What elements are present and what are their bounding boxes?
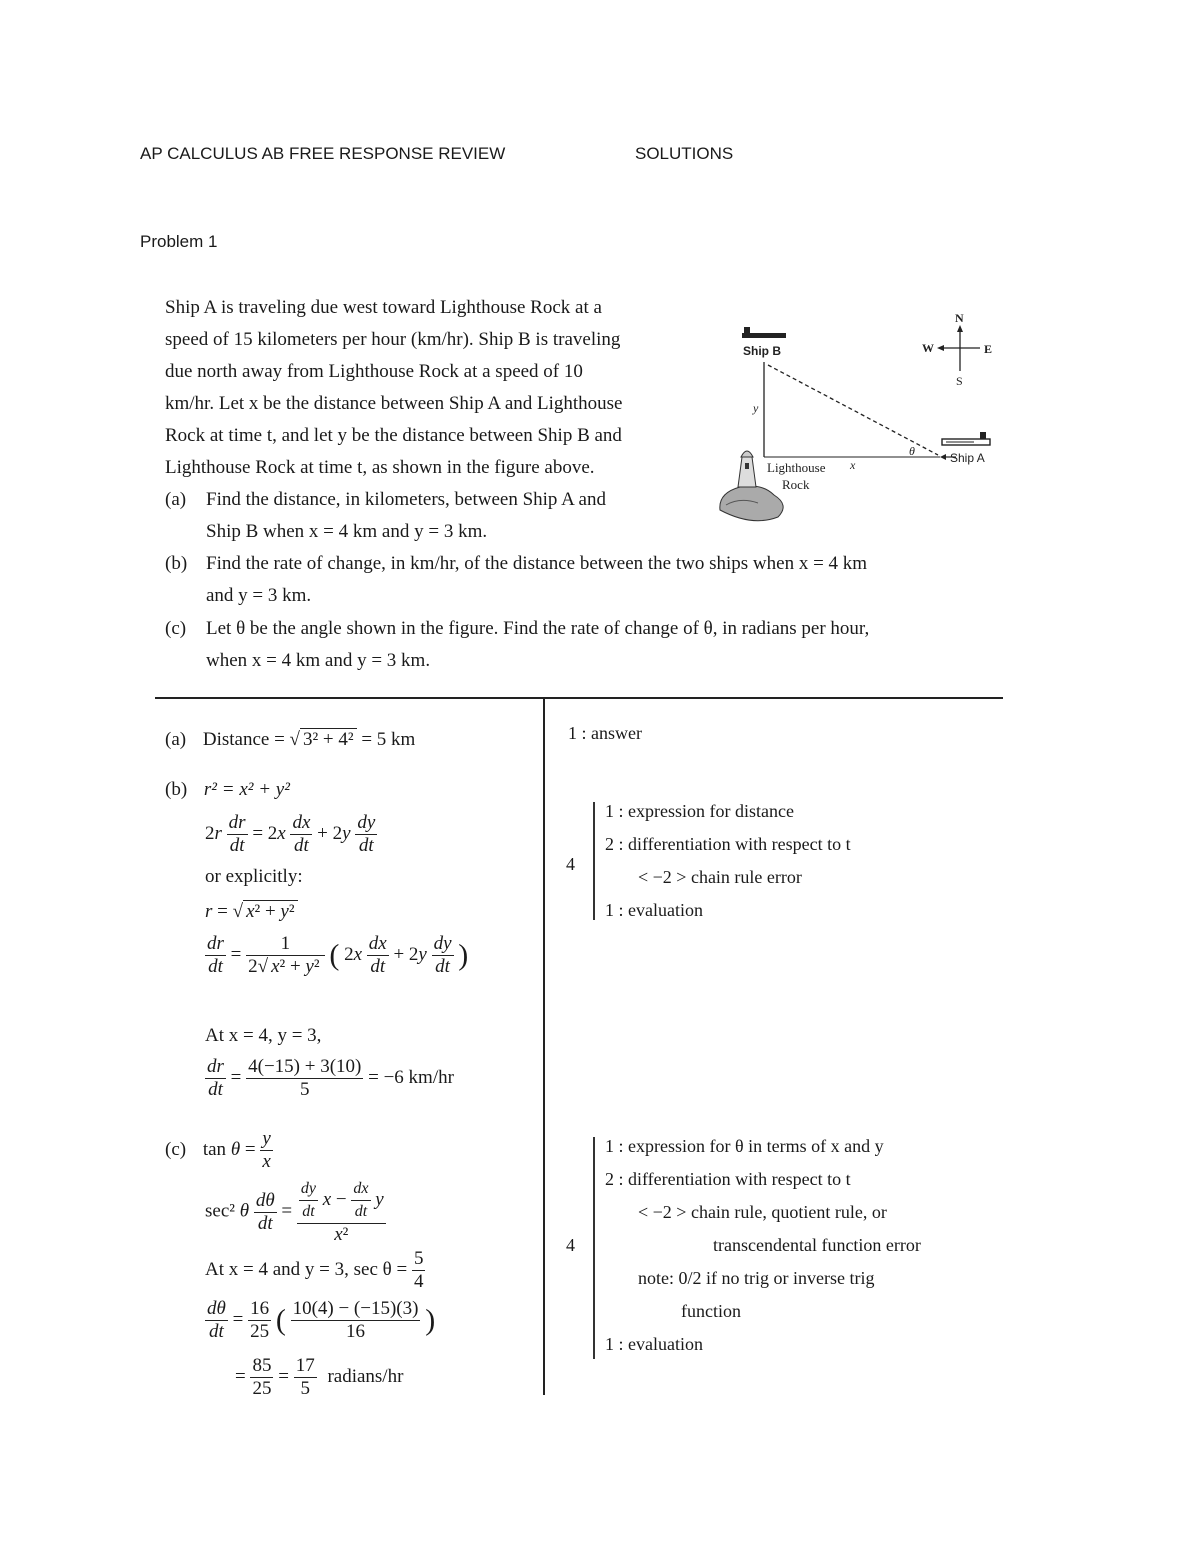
rubric-b-items bbox=[605, 795, 851, 927]
rubric-item: transcendental function error bbox=[713, 1235, 921, 1255]
rubric-item: 2 : differentiation with respect to t bbox=[605, 1169, 851, 1189]
rubric-item: < −2 > chain rule, quotient rule, or bbox=[638, 1202, 887, 1222]
coef-numerator: 16 bbox=[250, 1298, 270, 1319]
solution-c-derivative: sec² θ $\frac{d\theta}{dt}$ = $\frac{dy}{dt}$ x − $\frac{dx}{dt}$ y x² bbox=[205, 1180, 384, 1245]
statement-line: Lighthouse Rock at time t, as shown in the figure above. bbox=[165, 457, 595, 478]
solution-part-label: (c) bbox=[165, 1138, 187, 1160]
b-denominator: 5 bbox=[300, 1079, 310, 1100]
statement-line: speed of 15 kilometers per hour (km/hr). Ship B is traveling bbox=[165, 329, 621, 350]
coef-denominator: 25 bbox=[250, 1321, 270, 1342]
solution-part-label: (a) bbox=[165, 729, 187, 750]
final-units: radians/hr bbox=[327, 1365, 404, 1387]
solution-part-label: (b) bbox=[165, 779, 188, 800]
rubric-item: 1 : expression for θ in terms of x and y bbox=[605, 1136, 884, 1156]
ship-a-label: Ship A bbox=[950, 451, 985, 465]
final1-denominator: 25 bbox=[252, 1378, 272, 1399]
b-evaluation: $\frac{dr}{dt}$ = $\frac{4(-15) + 3(10)}{5}$ = −6 km/hr bbox=[207, 1056, 454, 1100]
pythag-equation: r² = x² + y² bbox=[203, 779, 290, 800]
sec-denominator: 4 bbox=[413, 1271, 424, 1292]
final2-numerator: 17 bbox=[295, 1355, 315, 1376]
b-result: = −6 km/hr bbox=[368, 1066, 454, 1088]
problem-label: Problem 1 bbox=[140, 232, 218, 251]
explicit-derivative: $\frac{dr}{dt}$ = $\frac{1}{\text{2√ x² + y²}}$ ( 2x $\frac{dx}{dt}$ + 2y $\frac{dy}{dt}$ ) bbox=[207, 933, 469, 977]
arrow-head bbox=[940, 454, 946, 460]
inner-denominator: 16 bbox=[346, 1321, 366, 1342]
rubric-b-brace bbox=[593, 802, 595, 920]
problem-statement bbox=[165, 292, 710, 484]
part-label: (c) bbox=[165, 618, 187, 639]
rubric-item: 2 : differentiation with respect to t bbox=[605, 834, 851, 854]
part-line: and y = 3 km. bbox=[206, 585, 312, 606]
ship-a-icon bbox=[942, 432, 990, 445]
ships-figure bbox=[712, 305, 1002, 525]
explicit-equation: r = √ x² + y² bbox=[205, 896, 298, 928]
b-numerator: 4(−15) + 3(10) bbox=[248, 1056, 362, 1077]
c-at-values: At x = 4 and y = 3, sec θ = bbox=[205, 1258, 408, 1280]
theta-label: θ bbox=[909, 444, 915, 458]
part-line: Find the rate of change, in km/hr, of the distance between the two ships when x = 4 km bbox=[206, 553, 868, 574]
final2-denominator: 5 bbox=[300, 1378, 310, 1399]
distance-result: = 5 km bbox=[361, 729, 416, 750]
compass-icon bbox=[937, 325, 980, 371]
rubric-item: 1 : evaluation bbox=[605, 900, 703, 920]
rubric-c-points: 4 bbox=[566, 1235, 575, 1255]
rubric-item: function bbox=[681, 1301, 741, 1321]
part-label: (b) bbox=[165, 553, 188, 574]
rubric-item: note: 0/2 if no trig or inverse trig bbox=[638, 1268, 875, 1288]
rubric-a: 1 : answer bbox=[568, 723, 642, 743]
solutions-label: SOLUTIONS bbox=[635, 144, 734, 163]
part-a-question bbox=[165, 484, 606, 548]
ship-b-label: Ship B bbox=[743, 344, 781, 358]
solution-b-eq1 bbox=[165, 774, 290, 806]
y-label: y bbox=[753, 401, 759, 415]
solution-c-eq1: (c) tan θ = $\frac{y}{x}$ bbox=[165, 1128, 271, 1172]
solution-c-final: = $\frac{85}{25}$ = $\frac{17}{5}$ radians/hr bbox=[235, 1355, 404, 1399]
statement-line: Ship A is traveling due west toward Lighthouse Rock at a bbox=[165, 297, 602, 318]
part-line: Ship B when x = 4 km and y = 3 km. bbox=[206, 521, 488, 542]
rubric-item: < −2 > chain rule error bbox=[638, 867, 802, 887]
solution-c-evaluation: $\frac{d\theta}{dt}$ = $\frac{16}{25}$ ( $\frac{10(4) - (-15)(3)}{16}$ ) bbox=[207, 1298, 436, 1342]
solution-b-derivative: 2r $\frac{dr}{dt}$ = 2x $\frac{dx}{dt}$ + 2y $\frac{dy}{dt}$ bbox=[205, 812, 376, 856]
table-divider bbox=[543, 698, 545, 1395]
x-label: x bbox=[850, 458, 856, 472]
distance-line bbox=[768, 365, 938, 455]
rubric-c-brace bbox=[593, 1137, 595, 1359]
rubric-item: 1 : evaluation bbox=[605, 1334, 703, 1354]
statement-line: due north away from Lighthouse Rock at a speed of 10 bbox=[165, 361, 583, 382]
radicand: 3² + 4² bbox=[300, 728, 357, 750]
lighthouse-label: Lighthouse bbox=[767, 460, 826, 475]
distance-text: Distance = bbox=[202, 729, 285, 750]
part-label: (a) bbox=[165, 489, 187, 510]
part-c-question bbox=[165, 613, 869, 677]
compass-e: E bbox=[984, 342, 993, 356]
part-line: when x = 4 km and y = 3 km. bbox=[206, 650, 431, 671]
compass-w: W bbox=[922, 341, 934, 355]
inner-numerator: 10(4) − (−15)(3) bbox=[292, 1298, 419, 1319]
statement-line: Rock at time t, and let y be the distance between Ship B and bbox=[165, 425, 622, 446]
rubric-b-points: 4 bbox=[566, 854, 575, 874]
explicit-text: or explicitly: bbox=[205, 866, 303, 887]
page-title: AP CALCULUS AB FREE RESPONSE REVIEW bbox=[140, 144, 506, 163]
compass-n: N bbox=[955, 311, 964, 325]
rubric-item: 1 : expression for distance bbox=[605, 801, 794, 821]
compass-s: S bbox=[956, 374, 963, 388]
part-line: Find the distance, in kilometers, between Ship A and bbox=[206, 489, 606, 510]
rubric-c-items bbox=[605, 1130, 921, 1361]
statement-line: km/hr. Let x be the distance between Ship A and Lighthouse bbox=[165, 393, 623, 414]
solution-a: (a) Distance = √ 3² + 4² = 5 km bbox=[165, 729, 416, 750]
part-b-question bbox=[165, 548, 867, 612]
sec-numerator: 5 bbox=[413, 1248, 424, 1269]
part-line: Let θ be the angle shown in the figure. Find the rate of change of θ, in radians per hour, bbox=[206, 618, 870, 639]
solution-c-at bbox=[205, 1248, 425, 1293]
final1-numerator: 85 bbox=[252, 1355, 272, 1376]
b-at-values: At x = 4, y = 3, bbox=[205, 1025, 322, 1046]
rock-label: Rock bbox=[782, 477, 810, 492]
table-top-rule bbox=[155, 697, 1003, 699]
ship-b-icon bbox=[742, 327, 786, 338]
